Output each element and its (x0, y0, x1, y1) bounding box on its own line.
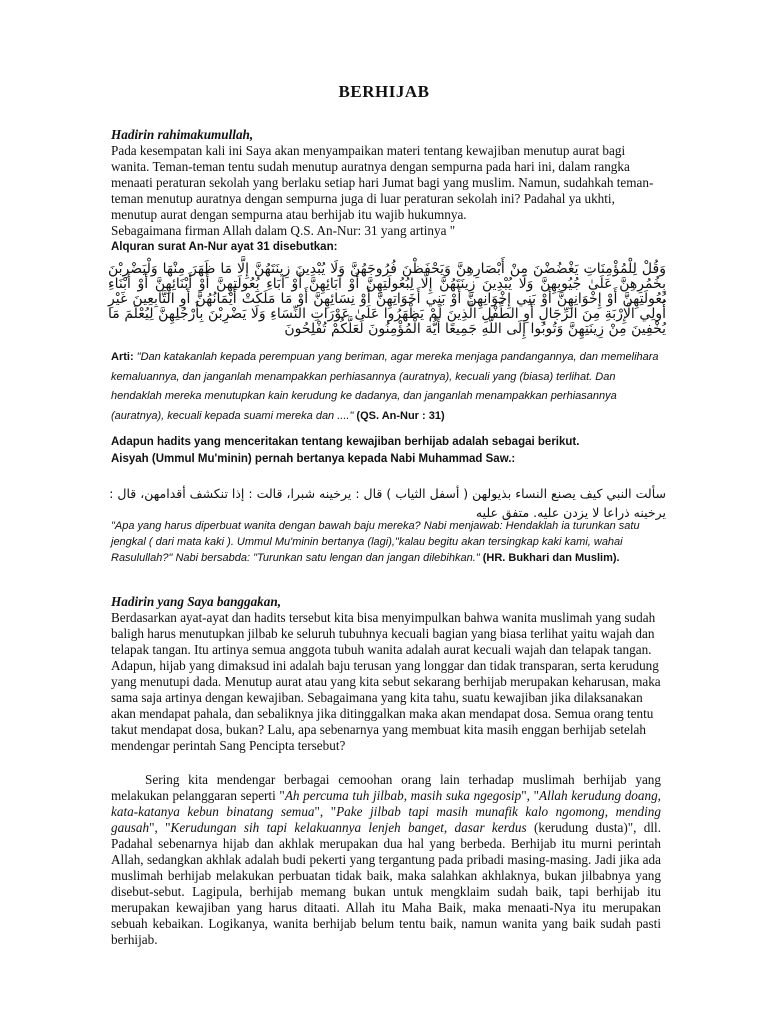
p2-text-a: Sering kita mendengar berbagai cemoohan orang lain terhadap muslimah berhijab yang melakukan pelanggaran seperti " (111, 772, 661, 803)
p2-quote-1: Ah percuma tuh jilbab, masih suka ngegosip (284, 788, 522, 803)
body-paragraph-1: Berdasarkan ayat-ayat dan hadits tersebut kita bisa menyimpulkan bahwa wanita muslimah yang sudah baligh harus menutupkan jilbab ke seluruh tubuhnya kecuali bagian yang biasa terlihat yaitu wajah dan telapak tangan. Itu artinya semua anggota tubuh wanita adalah aurat kecuali wajah dan telapak tangan. Adapun, hijab yang dimaksud ini adalah baju terusan yang longgar dan tidak transparan, serta kerudung yang menutupi dada. Menutup aurat atau yang kita sebut sekarang berhijab merupakan keharusan, maka sama saja artinya dengan kewajiban. Sebagaimana yang kita tahu, suatu kewajiban jika dilaksanakan akan mendapat pahala, dan sebaliknya jika ditinggalkan maka akan mendapat dosa. Semua orang tentu takut mendapat dosa, bukan? Lalu, apa sebenarnya yang membuat kita masih enggan berhijab setelah mendengar perintah Sang Pencipta tersebut? (111, 610, 661, 753)
hadith-translation: "Apa yang harus diperbuat wanita dengan bawah baju mereka? Nabi menjawab: Hendaklah ia turunkan satu jengkal ( dari mata kaki ). Ummul Mu'minin bertanya (lagi),"kalau begitu akan tersingkap kaki kami, wahai Rasulullah?" Nabi bersabda: "Turunkan satu lengan dan jangan dilebihkan." (111, 520, 640, 564)
translation-text: "Dan katakanlah kepada perempuan yang beriman, agar mereka menjaga pandangannya, dan memelihara kemaluannya, dan janganlah menampakkan perhiasannya (auratnya), kecuali yang (biasa) terlihat. Dan hendaklah mereka menutupkan kain kerudung ke dadanya, dan janganlah menampakkan perhiasannya (auratnya), kecuali kepada suami mereka dan ...." (111, 351, 659, 422)
hadith-source: (HR. Bukhari dan Muslim). (479, 552, 620, 564)
quran-label: Alquran surat An-Nur ayat 31 disebutkan: (111, 241, 338, 253)
greeting-rahimakumullah: Hadirin rahimakumullah, (111, 127, 254, 142)
translation-prefix: Arti: (111, 351, 137, 363)
body-section (111, 594, 661, 754)
intro-paragraph: Pada kesempatan kali ini Saya akan menyampaikan materi tentang kewajiban menutup aurat bagi wanita. Teman-teman tentu sudah menutup auratnya dengan sempurna pada hari ini, dalam rangka menaati peraturan sekolah yang berlaku setiap hari Jumat bagi yang muslim. Namun, sudahkah teman-teman menutup auratnya dengan sempurna juga di luar peraturan sekolah ini? Padahal ya ukhti, menutup aurat dengan sempurna atau berhijab itu wajib hukumnya. (111, 143, 654, 222)
p2-text-b: ", " (521, 788, 540, 803)
p2-text-d: ", " (149, 820, 171, 835)
firman-line: Sebagaimana firman Allah dalam Q.S. An-Nur: 31 yang artinya " (111, 223, 456, 238)
body-paragraph-2 (111, 772, 661, 948)
p2-quote-2: Allah kerudung doang, kata-katanya kebun binatang semua (111, 788, 661, 819)
hadith-arabic: سألت النبي كيف يصنع النساء بذيولهن ( أسفل الثياب ) قال : يرخينه شبرا، قالت : إذا تنكشف أقدامهن، قال : يرخينه ذراعا لا يزدن عليه. متفق عليه (109, 486, 666, 520)
quran-translation (111, 348, 661, 426)
quran-verse-arabic: وَقُلْ لِلْمُؤْمِنَاتِ يَغْضُضْنَ مِنْ أَبْصَارِهِنَّ وَيَحْفَظْنَ فُرُوجَهُنَّ وَلَا يُبْدِينَ زِينَتَهُنَّ إِلَّا مَا ظَهَرَ مِنْهَا وَلْيَضْرِبْنَ بِخُمُرِهِنَّ عَلَىٰ جُيُوبِهِنَّ وَلَا يُبْدِينَ زِينَتَهُنَّ إِلَّا لِبُعُولَتِهِنَّ أَوْ آبَائِهِنَّ أَوْ آبَاءِ بُعُولَتِهِنَّ أَوْ أَبْنَائِهِنَّ أَوْ أَبْنَاءِ بُعُولَتِهِنَّ أَوْ إِخْوَانِهِنَّ أَوْ بَنِي إِخْوَانِهِنَّ أَوْ بَنِي أَخَوَاتِهِنَّ أَوْ نِسَائِهِنَّ أَوْ مَا مَلَكَتْ أَيْمَانُهُنَّ أَوِ التَّابِعِينَ غَيْرِ أُولِي الْإِرْبَةِ مِنَ الرِّجَالِ أَوِ الطِّفْلِ الَّذِينَ لَمْ يَظْهَرُوا عَلَىٰ عَوْرَاتِ النِّسَاءِ وَلَا يَضْرِبْنَ بِأَرْجُلِهِنَّ لِيُعْلَمَ مَا يُخْفِينَ مِنْ زِينَتِهِنَّ وَتُوبُوا إِلَى اللَّهِ جَمِيعًا أَيُّهَ الْمُؤْمِنُونَ لَعَلَّكُمْ تُفْلِحُونَ (108, 261, 666, 337)
p2-text-e: (kerudung dusta)", dll. Padahal sebenarnya hijab dan akhlak merupakan dua hal yang berbeda. Berhijab itu murni perintah Allah, sedangkan akhlak adalah budi pekerti yang tergantung pada pribadi masing-masing. Jadi jika ada muslimah berhijab melakukan perbuatan tidak baik, maka salahkan akhlaknya, bukan jilbabnya yang disebut-sebut. Lagipula, berhijab memang bukan untuk mengklaim sudah baik, tapi berhijab itu merupakan kewajiban yang harus ditaati. Allah itu Maha Baik, maka menaati-Nya itu merupakan sebuah kebaikan. Logikanya, wanita berhijab belum tentu baik, namun wanita yang baik sudah pasti berhijab. (111, 820, 661, 947)
hadith-intro-line2: Aisyah (Ummul Mu'minin) pernah bertanya kepada Nabi Muhammad Saw.: (111, 453, 516, 465)
hadith-intro (111, 434, 661, 468)
hadith-intro-line1: Adapun hadits yang menceritakan tentang kewajiban berhijab adalah sebagai berikut. (111, 436, 580, 448)
p2-text-c: ", " (314, 804, 337, 819)
hadith-translation-block (111, 518, 661, 566)
intro-section (111, 127, 661, 255)
page-title: BERHIJAB (338, 82, 430, 101)
translation-source: (QS. An-Nur : 31) (353, 409, 445, 422)
greeting-banggakan: Hadirin yang Saya banggakan, (111, 594, 282, 609)
p2-quote-3: Pake jilbab tapi masih munafik kalo ngomong, mending gausah (111, 804, 661, 835)
p2-quote-4: Kerudungan sih tapi kelakuannya lenjeh banget, dasar kerdus (170, 820, 527, 835)
